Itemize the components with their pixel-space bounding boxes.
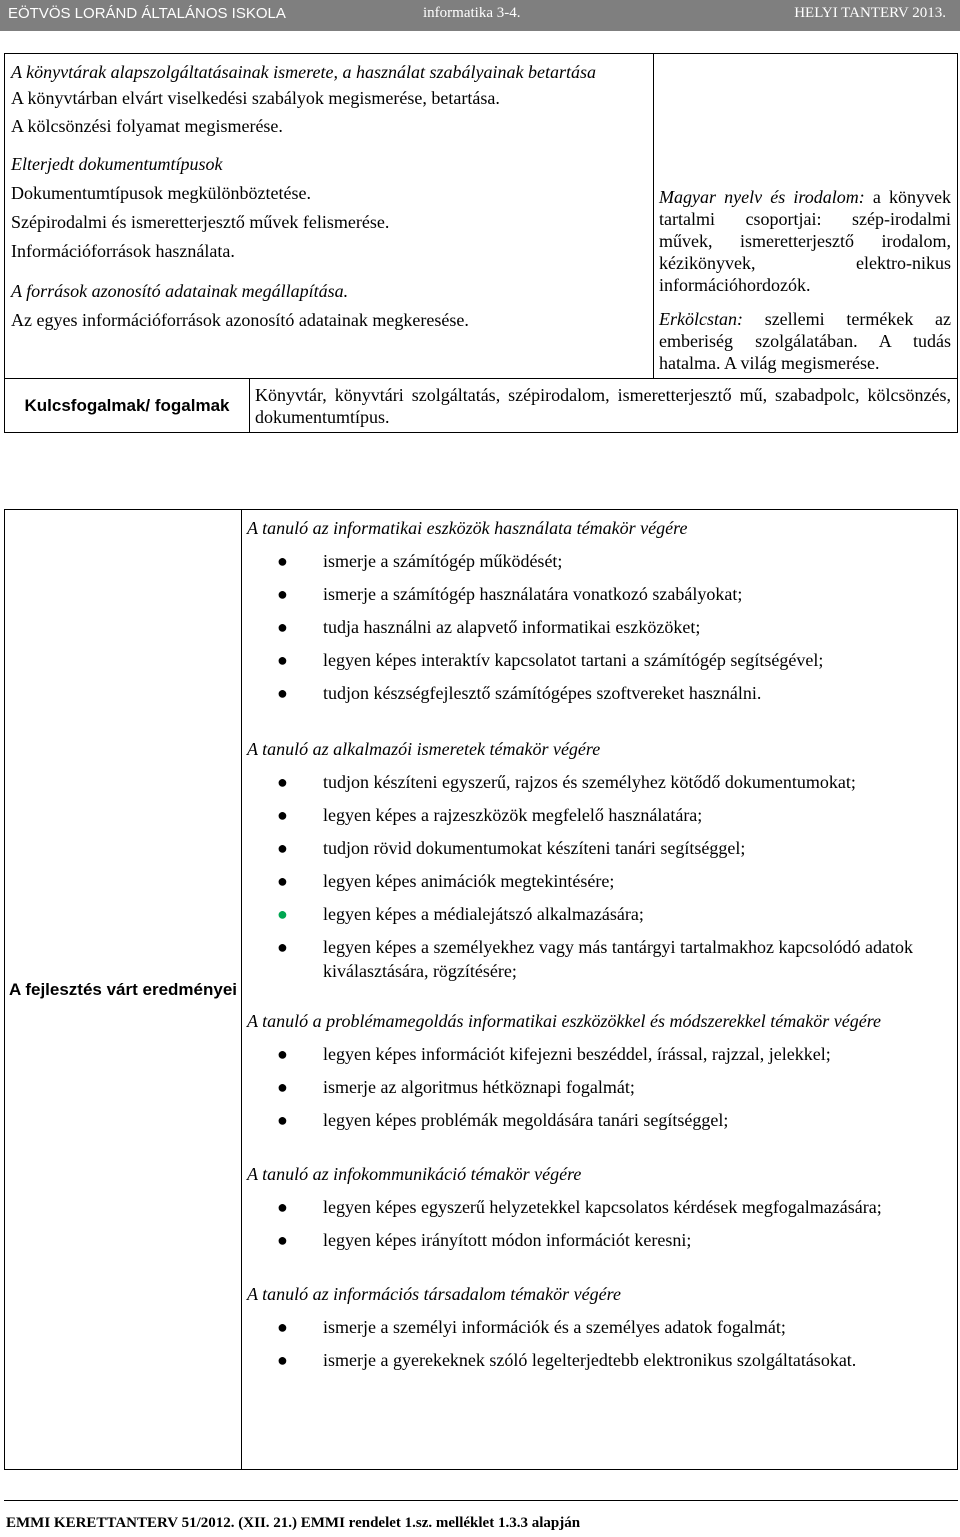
page-footer: EMMI KERETTANTERV 51/2012. (XII. 21.) EMMI rendelet 1.sz. melléklet 1.3.3 alapján <box>6 1515 581 1531</box>
list-item: ● legyen képes a személyekhez vagy más tantárgyi tartalmakhoz kapcsolódó adatok kiválasztására, rögzítésére; <box>277 937 913 981</box>
list-item: ● legyen képes interaktív kapcsolatot tartani a számítógép segítségével; <box>277 650 824 670</box>
bullet-icon: ● <box>277 1317 288 1337</box>
bullet-icon: ● <box>277 904 288 924</box>
topic-title: A források azonosító adatainak megállapítása. <box>11 281 349 301</box>
bullet-icon: ● <box>277 937 288 957</box>
results-list <box>247 549 949 705</box>
key-concepts-text: Könyvtár, könyvtári szolgáltatás, szépirodalom, ismeretterjesztő mű, szabadpolc, kölcsönzés, dokumentumtípus. <box>250 379 958 433</box>
list-item: ● legyen képes irányított módon információt keresni; <box>277 1230 692 1250</box>
key-concepts-label: Kulcsfogalmak/ fogalmak <box>5 379 250 433</box>
bullet-icon: ● <box>277 1044 288 1064</box>
results-table <box>4 509 958 1470</box>
list-item: ● legyen képes információt kifejezni beszéddel, írással, rajzzal, jelekkel; <box>277 1044 831 1064</box>
bullet-icon: ● <box>277 1110 288 1130</box>
list-item: ● tudjon készségfejlesztő számítógépes szoftvereket használni. <box>277 683 762 703</box>
bullet-icon: ● <box>277 805 288 825</box>
topic-line: Szépirodalmi és ismeretterjesztő művek felismerése. <box>11 212 390 232</box>
list-item: ● ismerje a személyi információk és a személyes adatok fogalmát; <box>277 1317 786 1337</box>
connection-item <box>659 186 951 296</box>
list-item: ● ismerje az algoritmus hétköznapi fogalmát; <box>277 1077 635 1097</box>
bullet-icon: ● <box>277 1197 288 1217</box>
list-item: ● ismerje a gyerekeknek szóló legelterjedtebb elektronikus szolgáltatásokat. <box>277 1350 857 1370</box>
results-list <box>247 770 949 983</box>
results-section <box>247 737 949 983</box>
topic-content-cell <box>5 54 654 379</box>
bullet-icon: ● <box>277 772 288 792</box>
list-item: ● legyen képes a rajzeszközök megfelelő használatára; <box>277 805 703 825</box>
curriculum-name: HELYI TANTERV 2013. <box>794 5 946 21</box>
results-section <box>247 1009 949 1132</box>
list-item: ● ismerje a számítógép használatára vonatkozó szabályokat; <box>277 584 743 604</box>
connection-text: a könyvek tartalmi csoportjai: szép-irodalmi művek, ismeretterjesztő irodalom, kézikönyvek, elektro-nikus információhordozók. <box>659 187 951 295</box>
connection-text: szellemi termékek az emberiség szolgálatában. A tudás hatalma. A világ megismerése. <box>659 309 952 373</box>
topic-line: Az egyes információforrások azonosító adatainak megkeresése. <box>11 310 469 330</box>
list-item: ● ismerje a számítógép működését; <box>277 551 563 571</box>
topic-group <box>11 277 647 335</box>
footer-divider <box>4 1500 958 1501</box>
bullet-icon: ● <box>277 617 288 637</box>
bullet-icon: ● <box>277 838 288 858</box>
section-heading: A tanuló az informatikai eszközök használata témakör végére <box>247 518 688 538</box>
list-item: ● legyen képes a médialejátszó alkalmazására; <box>277 904 644 924</box>
list-item: ● legyen képes animációk megtekintésére; <box>277 871 615 891</box>
connections-cell <box>654 54 958 379</box>
bullet-icon: ● <box>277 1077 288 1097</box>
topic-title: Elterjedt dokumentumtípusok <box>11 154 223 174</box>
topic-line: A kölcsönzési folyamat megismerése. <box>11 116 283 136</box>
results-section <box>247 1162 949 1252</box>
list-item: ● legyen képes problémák megoldására tanári segítséggel; <box>277 1110 729 1130</box>
subject-name: informatika 3-4. <box>423 5 521 21</box>
bullet-icon: ● <box>277 584 288 604</box>
results-section <box>247 1282 949 1372</box>
connection-item <box>659 308 951 374</box>
topic-line: Dokumentumtípusok megkülönböztetése. <box>11 183 311 203</box>
connection-subject: Erkölcstan: <box>659 309 743 329</box>
topic-title: A könyvtárak alapszolgáltatásainak ismerete, a használat szabályainak betartása <box>11 62 596 82</box>
bullet-icon: ● <box>277 1350 288 1370</box>
section-heading: A tanuló az infokommunikáció témakör végére <box>247 1164 582 1184</box>
topic-group <box>11 150 647 266</box>
list-item: ● tudjon készíteni egyszerű, rajzos és személyhez kötődő dokumentumokat; <box>277 772 856 792</box>
list-item: ● tudjon rövid dokumentumokat készíteni tanári segítséggel; <box>277 838 746 858</box>
bullet-icon: ● <box>277 871 288 891</box>
topic-line: A könyvtárban elvárt viselkedési szabályok megismerése, betartása. <box>11 88 500 108</box>
connection-subject: Magyar nyelv és irodalom: <box>659 187 865 207</box>
results-list <box>247 1315 949 1372</box>
topic-table <box>4 53 958 433</box>
results-list <box>247 1042 949 1132</box>
bullet-icon: ● <box>277 683 288 703</box>
results-content <box>242 510 958 1470</box>
results-section <box>247 516 949 705</box>
list-item: ● tudja használni az alapvető informatikai eszközöket; <box>277 617 701 637</box>
topic-group <box>11 60 647 139</box>
results-list <box>247 1195 949 1252</box>
school-name: EÖTVÖS LORÁND ÁLTALÁNOS ISKOLA <box>8 5 286 22</box>
bullet-icon: ● <box>277 650 288 670</box>
page-header <box>0 0 960 31</box>
bullet-icon: ● <box>277 551 288 571</box>
section-heading: A tanuló az információs társadalom témakör végére <box>247 1284 621 1304</box>
bullet-icon: ● <box>277 1230 288 1250</box>
results-label: A fejlesztés várt eredményei <box>5 510 242 1470</box>
section-heading: A tanuló az alkalmazói ismeretek témakör végére <box>247 739 601 759</box>
section-heading: A tanuló a problémamegoldás informatikai eszközökkel és módszerekkel témakör végére <box>247 1011 882 1031</box>
list-item: ● legyen képes egyszerű helyzetekkel kapcsolatos kérdések megfogalmazására; <box>277 1197 882 1217</box>
topic-line: Információforrások használata. <box>11 241 235 261</box>
